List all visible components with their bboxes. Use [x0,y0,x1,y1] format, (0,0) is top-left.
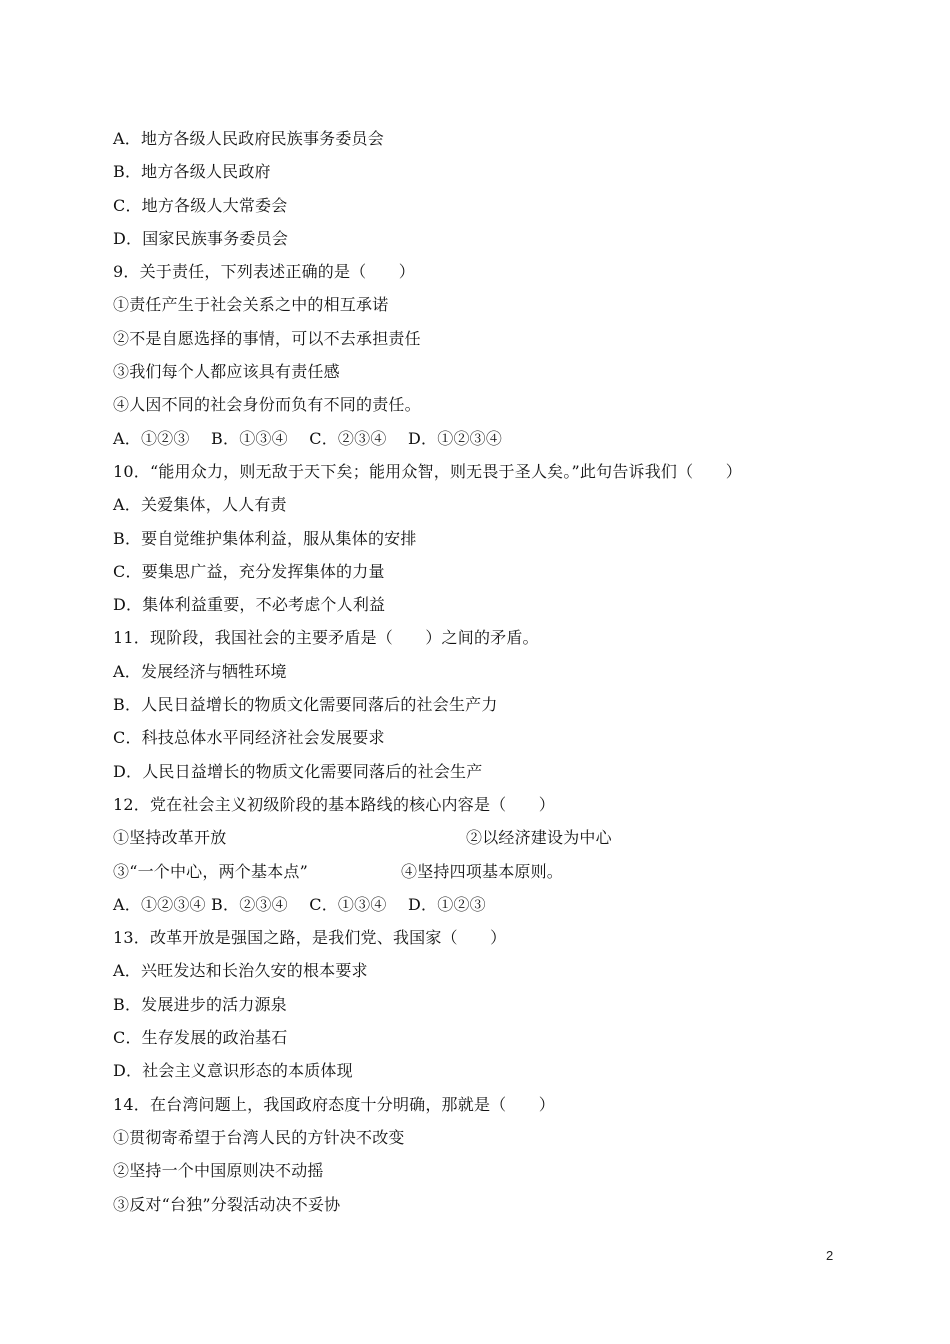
q10-option-d: D．集体利益重要，不必考虑个人利益 [113,595,386,615]
q9-stem: 9．关于责任，下列表述正确的是（ ） [113,262,415,282]
q13-stem: 13．改革开放是强国之路，是我们党、我国家（ ） [113,928,507,948]
q12-statement-3: ③“一个中心，两个基本点” [113,861,308,881]
q9-options: A．①②③ B．①③④ C．②③④ D．①②③④ [113,428,503,448]
q9-statement-3: ③我们每个人都应该具有责任感 [113,362,340,382]
q11-option-c: C．科技总体水平同经济社会发展要求 [113,728,385,748]
q11-stem: 11．现阶段，我国社会的主要矛盾是（ ）之间的矛盾。 [113,628,539,648]
q14-statement-1: ①贯彻寄希望于台湾人民的方针决不改变 [113,1127,405,1147]
q13-option-c: C．生存发展的政治基石 [113,1028,288,1048]
q13-option-b: B．发展进步的活力源泉 [113,994,287,1014]
q8-option-d: D．国家民族事务委员会 [113,228,289,248]
q12-statement-4: ④坚持四项基本原则。 [401,861,564,881]
q12-statement-2: ②以经济建设为中心 [466,828,612,848]
q11-option-d: D．人民日益增长的物质文化需要同落后的社会生产 [113,761,483,781]
q12-statements-row-2 [113,855,893,888]
q12-statement-1: ①坚持改革开放 [113,828,227,848]
q12-statements-row-1 [113,821,893,854]
q10-stem: 10．“能用众力，则无敌于天下矣；能用众智，则无畏于圣人矣。”此句告诉我们（ ） [113,461,742,481]
q9-statement-2: ②不是自愿选择的事情，可以不去承担责任 [113,328,421,348]
q13-option-a: A．兴旺发达和长治久安的根本要求 [113,961,368,981]
q10-option-a: A．关爱集体，人人有责 [113,495,287,515]
q14-stem: 14．在台湾问题上，我国政府态度十分明确，那就是（ ） [113,1094,555,1114]
q12-stem: 12．党在社会主义初级阶段的基本路线的核心内容是（ ） [113,794,555,814]
q8-option-c: C．地方各级人大常委会 [113,195,288,215]
q8-option-a: A．地方各级人民政府民族事务委员会 [113,129,384,148]
question-text-block [113,122,893,1221]
q9-statement-1: ①责任产生于社会关系之中的相互承诺 [113,295,389,315]
q9-statement-4: ④人因不同的社会身份而负有不同的责任。 [113,395,421,415]
q11-option-a: A．发展经济与牺牲环境 [113,661,287,681]
q14-statement-2: ②坚持一个中国原则决不动摇 [113,1161,324,1181]
page-number: 2 [826,1248,834,1263]
q10-option-c: C．要集思广益，充分发挥集体的力量 [113,561,385,581]
q13-option-d: D．社会主义意识形态的本质体现 [113,1061,353,1081]
q10-option-b: B．要自觉维护集体利益，服从集体的安排 [113,528,417,548]
q11-option-b: B．人民日益增长的物质文化需要同落后的社会生产力 [113,695,498,715]
q14-statement-3: ③反对“台独”分裂活动决不妥协 [113,1194,341,1214]
q12-options: A．①②③④ B．②③④ C．①③④ D．①②③ [113,894,486,914]
q8-option-b: B．地方各级人民政府 [113,162,271,182]
